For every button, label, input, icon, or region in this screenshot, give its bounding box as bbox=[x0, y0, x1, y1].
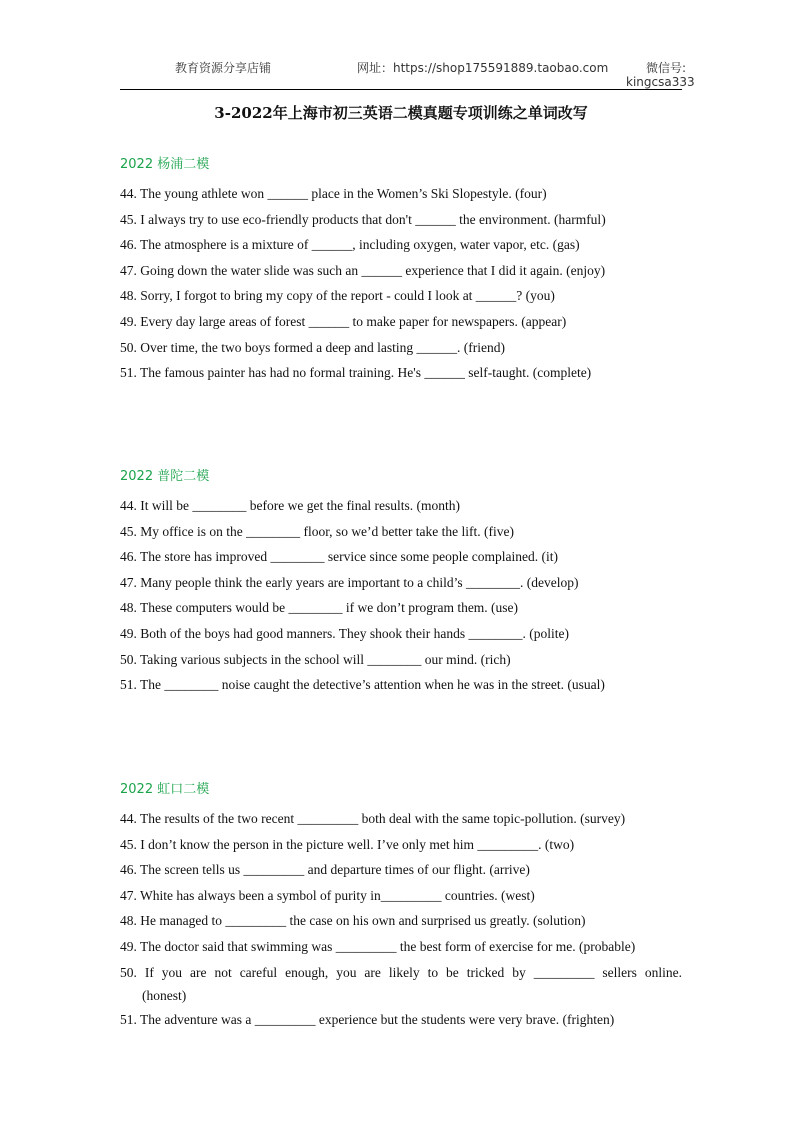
question-item: 51. The famous painter has had no formal training. He's ______ self-taught. (complete) bbox=[120, 365, 592, 381]
question-item: 47. Going down the water slide was such an ______ experience that I did it again. (enjoy) bbox=[120, 262, 606, 278]
wechat-label: 微信号: bbox=[645, 61, 686, 75]
question-item: 48. He managed to _________ the case on his own and surprised us greatly. (solution) bbox=[120, 913, 586, 929]
question-item: 49. Every day large areas of forest ______ to make paper for newspapers. (appear) bbox=[120, 313, 567, 329]
section-putuo bbox=[120, 467, 682, 698]
question-item: 46. The screen tells us _________ and departure times of our flight. (arrive) bbox=[120, 862, 530, 878]
question-item: 45. I always try to use eco-friendly products that don't ______ the environment. (harmful) bbox=[120, 211, 606, 227]
question-item: 46. The atmosphere is a mixture of ______, including oxygen, water vapor, etc. (gas) bbox=[120, 237, 580, 253]
question-item: 49. The doctor said that swimming was _________ the best form of exercise for me. (probable) bbox=[120, 938, 636, 954]
question-item-q50-cont: (honest) bbox=[142, 988, 187, 1004]
question-item: 49. Both of the boys had good manners. They shook their hands ________. (polite) bbox=[120, 625, 569, 641]
question-item-q50: 50. If you are not careful enough, you are likely to be tricked by _________ sellers online. bbox=[120, 964, 682, 980]
question-item: 48. Sorry, I forgot to bring my copy of the report - could I look at ______? (you) bbox=[120, 288, 555, 304]
question-item: 47. Many people think the early years are important to a child’s ________. (develop) bbox=[120, 574, 579, 590]
question-item: 50. Taking various subjects in the school will ________ our mind. (rich) bbox=[120, 651, 511, 667]
question-item: 45. I don’t know the person in the picture well. I’ve only met him _________. (two) bbox=[120, 836, 575, 852]
section-hongkou bbox=[120, 780, 682, 1033]
section-yangpu bbox=[120, 155, 682, 386]
shop-name: 教育资源分享店铺 bbox=[175, 61, 272, 75]
document-title: 3-2022年上海市初三英语二模真题专项训练之单词改写 bbox=[214, 104, 588, 122]
section-title: 2022 普陀二模 bbox=[120, 469, 210, 484]
question-item: 47. White has always been a symbol of purity in_________ countries. (west) bbox=[120, 887, 535, 903]
question-item: 44. It will be ________ before we get the final results. (month) bbox=[120, 498, 461, 513]
page-header bbox=[0, 0, 800, 95]
question-item: 51. The ________ noise caught the detective’s attention when he was in the street. (usual) bbox=[120, 677, 605, 693]
wechat-id: kingcsa333 bbox=[626, 75, 695, 89]
question-item: 45. My office is on the ________ floor, so we’d better take the lift. (five) bbox=[120, 523, 514, 539]
question-item: 44. The young athlete won ______ place in the Women’s Ski Slopestyle. (four) bbox=[120, 186, 547, 201]
shop-url: 网址：https://shop175591889.taobao.com bbox=[357, 61, 609, 75]
question-item: 50. Over time, the two boys formed a deep and lasting ______. (friend) bbox=[120, 339, 506, 355]
section-title: 2022 虹口二模 bbox=[120, 782, 210, 797]
question-item: 46. The store has improved ________ service since some people complained. (it) bbox=[120, 549, 559, 565]
section-title: 2022 杨浦二模 bbox=[120, 157, 210, 172]
question-item: 48. These computers would be ________ if we don’t program them. (use) bbox=[120, 600, 519, 616]
question-item: 44. The results of the two recent _________ both deal with the same topic-pollution. (survey) bbox=[120, 811, 626, 826]
question-item: 51. The adventure was a _________ experience but the students were very brave. (frighten) bbox=[120, 1012, 615, 1028]
header-divider bbox=[120, 89, 682, 90]
